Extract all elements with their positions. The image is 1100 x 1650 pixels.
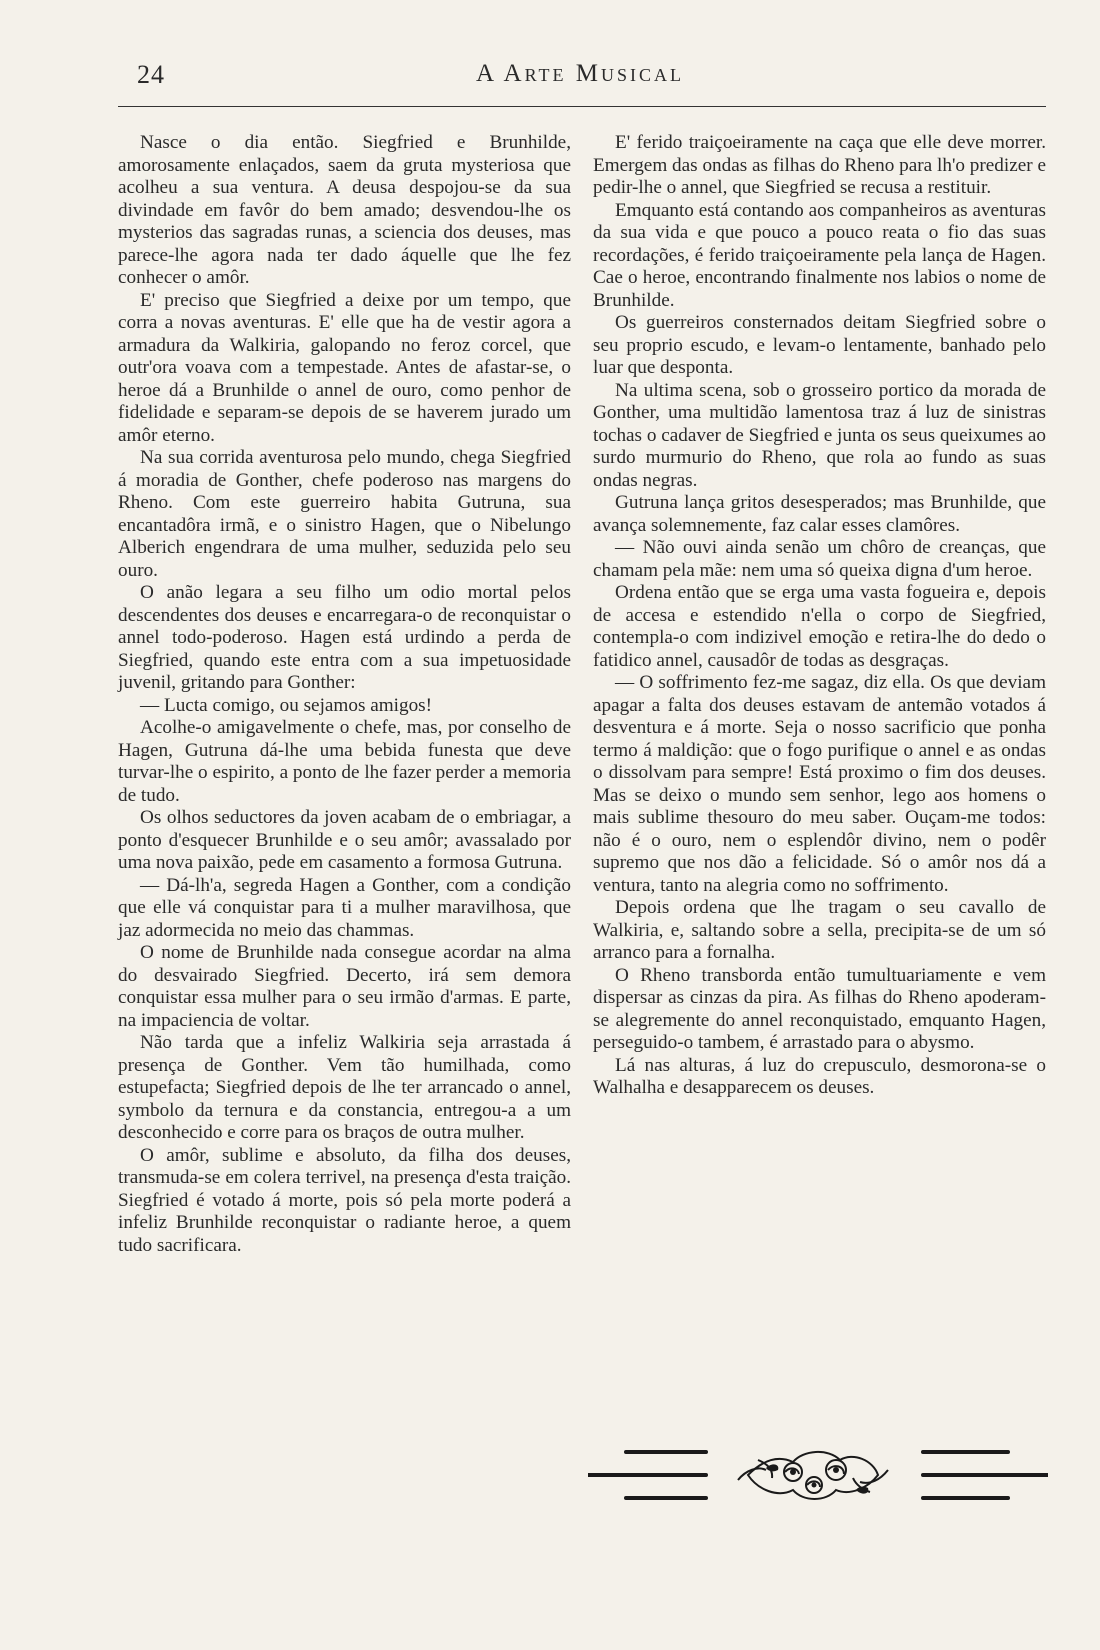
paragraph: — Não ouvi ainda senão um chôro de creanças, que chamam pela mãe: nem uma só queixa digna d'um heroe.	[593, 537, 1046, 581]
paragraph: Nasce o dia então. Siegfried e Brunhilde, amorosamente enlaçados, saem da gruta mysteriosa que acolheu a sua ventura. A deusa despojou-se da sua divindade em favôr do bem amado; desvendou-lhe os mysterios das sagradas runas, a sciencia dos deuses, mas parece-lhe agora nada ter dado áquelle que lhe fez conhecer o amôr.	[118, 132, 571, 288]
right-column	[593, 132, 1046, 1100]
paragraph: Acolhe-o amigavelmente o chefe, mas, por conselho de Hagen, Gutruna dá-lhe uma bebida funesta que deve turvar-lhe o espirito, a ponto de lhe fazer perder a memoria de tudo.	[118, 717, 571, 806]
floral-tailpiece-icon	[588, 1430, 1048, 1520]
header-rule	[118, 106, 1046, 107]
paragraph: Na ultima scena, sob o grosseiro portico da morada de Gonther, uma multidão lamentosa traz á luz de sinistras tochas o cadaver de Siegfried e junta os seus queixumes ao surdo murmurio do Rheno, que rola ao fundo as suas ondas negras.	[593, 379, 1046, 491]
paragraph: — Dá-lh'a, segreda Hagen a Gonther, com a condição que elle vá conquistar para ti a mulher maravilhosa, que jaz adormecida no meio das chammas.	[118, 874, 571, 941]
left-column	[118, 132, 571, 1257]
paragraph: — O soffrimento fez-me sagaz, diz ella. Os que deviam apagar a falta dos deuses estavam de antemão votados á desventura e á morte. Seja o nosso sacrificio que ponha termo á maldição: que o fogo purifique o annel e as ondas o dissolvam para sempre! Está proximo o fim dos deuses. Mas se deixo o mundo sem senhor, lego aos homens o mais sublime thesouro do meu saber. Ouçam-me todos: não é o ouro, nem o esplendôr divino, nem o podêr supremo que nos dão a felicidade. Só o amôr nos dá a ventura, tanto na alegria como no soffrimento.	[593, 672, 1046, 896]
paragraph: O Rheno transborda então tumultuariamente e vem dispersar as cinzas da pira. As filhas do Rheno apoderam-se alegremente do annel reconquistado, emquanto Hagen, perseguido-o tambem, é arrastado para o abysmo.	[593, 964, 1046, 1053]
paragraph: Lá nas alturas, á luz do crepusculo, desmorona-se o Walhalha e desapparecem os deuses.	[593, 1054, 1046, 1098]
paragraph: Os guerreiros consternados deitam Siegfried sobre o seu proprio escudo, e levam-o lentamente, banhado pelo luar que desponta.	[593, 312, 1046, 378]
paragraph: Ordena então que se erga uma vasta fogueira e, depois de accesa e estendido n'ella o corpo de Siegfried, contempla-o com indizivel emoção e retira-lhe do dedo o fatidico annel, causadôr de todas as desgraças.	[593, 582, 1046, 671]
paragraph: O nome de Brunhilde nada consegue acordar na alma do desvairado Siegfried. Decerto, irá sem demora conquistar essa mulher para o seu irmão d'armas. E parte, na impaciencia de voltar.	[118, 942, 571, 1031]
paragraph: O anão legara a seu filho um odio mortal pelos descendentes dos deuses e encarregara-o de reconquistar o annel todo-poderoso. Hagen está urdindo a perda de Siegfried, quando este entra com a sua impetuosidade juvenil, gritando para Gonther:	[118, 582, 571, 693]
paragraph: E' ferido traiçoeiramente na caça que elle deve morrer. Emergem das ondas as filhas do Rheno para lh'o predizer e pedir-lhe o annel, que Siegfried se recusa a restituir.	[593, 132, 1046, 198]
page-number: 24	[137, 60, 165, 89]
running-title: A Arte Musical	[476, 60, 684, 87]
paragraph: Na sua corrida aventurosa pelo mundo, chega Siegfried á moradia de Gonther, chefe poderoso nas margens do Rheno. Com este guerreiro habita Gutruna, sua encantadôra irmã, e o sinistro Hagen, que o Nibelungo Alberich engendrara de uma mulher, seduzida pelo seu ouro.	[118, 447, 571, 581]
paragraph: Depois ordena que lhe tragam o seu cavallo de Walkiria, e, saltando sobre a sella, precipita-se de um só arranco para a fornalha.	[593, 897, 1046, 963]
paragraph: Os olhos seductores da joven acabam de o embriagar, a ponto d'esquecer Brunhilde e o seu amôr; avassalado por uma nova paixão, pede em casamento a formosa Gutruna.	[118, 807, 571, 873]
paragraph: Emquanto está contando aos companheiros as aventuras da sua vida e que pouco a pouco reata o fio das suas recordações, é ferido traiçoeiramente pela lança de Hagen. Cae o heroe, encontrando finalmente nos labios o nome de Brunhilde.	[593, 199, 1046, 311]
paragraph: — Lucta comigo, ou sejamos amigos!	[140, 694, 433, 716]
paragraph: E' preciso que Siegfried a deixe por um tempo, que corra a novas aventuras. E' elle que ha de vestir agora a armadura da Walkiria, galopando no feroz corcel, que outr'ora voava com a tempestade. Antes de afastar-se, o heroe dá a Brunhilde o annel de ouro, como penhor de fidelidade e separam-se depois de se haverem jurado um amôr eterno.	[118, 289, 571, 446]
paragraph: Não tarda que a infeliz Walkiria seja arrastada á presença de Gonther. Vem tão humilhada, como estupefacta; Siegfried depois de lhe ter arrancado o annel, symbolo da ternura e da constancia, entregou-a a um desconhecido e corre para os braços de outra mulher.	[118, 1032, 571, 1143]
paragraph: Gutruna lança gritos desesperados; mas Brunhilde, que avança solemnemente, faz calar esses clamôres.	[593, 492, 1046, 536]
paragraph: O amôr, sublime e absoluto, da filha dos deuses, transmuda-se em colera terrivel, na presença d'esta traição. Siegfried é votado á morte, pois só pela morte poderá a infeliz Brunhilde reconquistar o radiante heroe, a quem tudo sacrificara.	[118, 1144, 571, 1256]
